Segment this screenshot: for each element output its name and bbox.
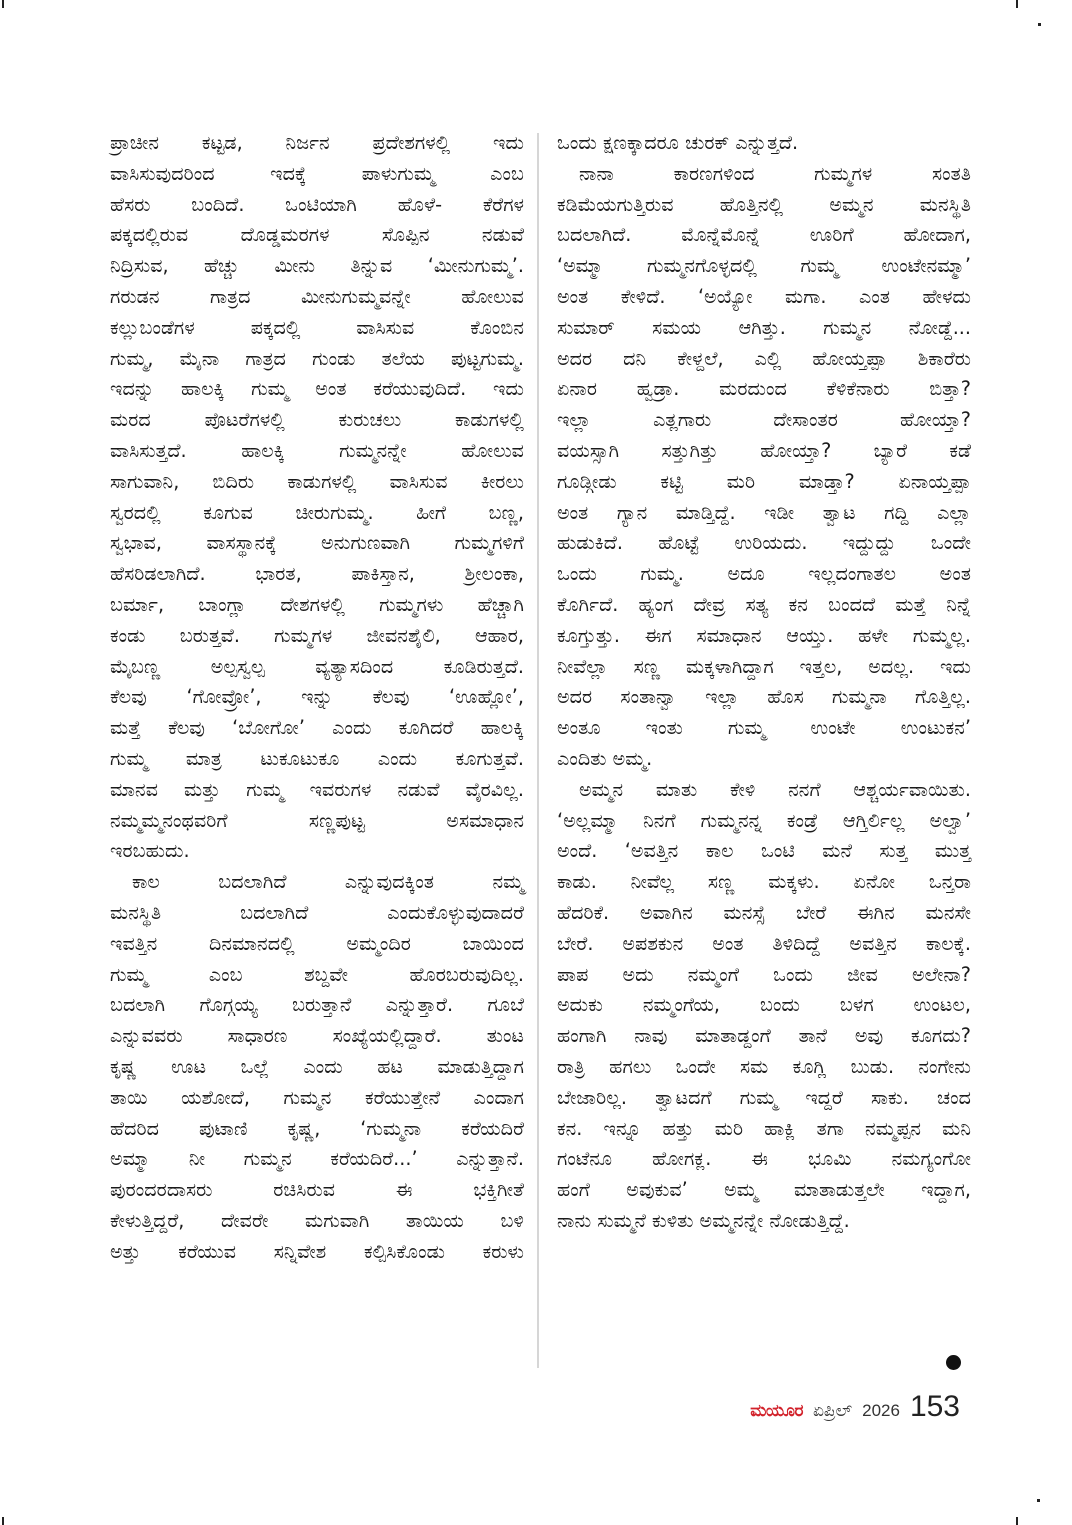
magazine-brand-logo: ಮಯೂರ — [750, 1401, 803, 1420]
text-line: ಕೃಷ್ಣ ಊಟ ಒಲ್ಲೆ ಎಂದು ಹಟ ಮಾಡುತ್ತಿದ್ದಾಗ — [110, 1054, 524, 1078]
text-line: ಅಮ್ಮಾ ನೀ ಗುಮ್ಮನ ಕರೆಯದಿರೆ...’ ಎನ್ನುತ್ತಾನೆ. — [110, 1147, 524, 1171]
text-line: ರಾತ್ರಿ ಹಗಲು ಒಂದೇ ಸಮ ಕೂಗ್ಲಿ ಬುಡು. ನಂಗೇನು — [557, 1054, 971, 1078]
text-line: ಪಕ್ಕದಲ್ಲಿರುವ ದೊಡ್ಡಮರಗಳ ಸೊಪ್ಪಿನ ನಡುವೆ — [110, 223, 524, 247]
text-line: ಹೆದರಿಕೆ. ಅವಾಗಿನ ಮನಸ್ಸೆ ಬೇರೆ ಈಗಿನ ಮನಸೇ — [557, 900, 971, 924]
page-number: 153 — [909, 1390, 960, 1423]
text-line: ನಾನು ಸುಮ್ಮನೆ ಕುಳಿತು ಅಮ್ಮನನ್ನೇ ನೋಡುತ್ತಿದ್ದೆ. — [557, 1208, 850, 1232]
crop-mark-top-right — [1016, 0, 1018, 8]
text-line: ಸ್ವರದಲ್ಲಿ ಕೂಗುವ ಚೀರುಗುಮ್ಮ. ಹೀಗೆ ಬಣ್ಣ, — [110, 500, 524, 524]
text-line: ಮರದ ಪೊಟರೆಗಳಲ್ಲಿ ಕುರುಚಲು ಕಾಡುಗಳಲ್ಲಿ — [110, 408, 524, 432]
text-line: ನಾನಾ ಕಾರಣಗಳಿಂದ ಗುಮ್ಮಗಳ ಸಂತತಿ — [579, 161, 971, 185]
text-line: ನಿದ್ರಿಸುವ, ಹೆಚ್ಚು ಮೀನು ತಿನ್ನುವ ‘ಮೀನುಗುಮ್ಮ’. — [110, 254, 524, 278]
text-line: ವಯಸ್ಸಾಗಿ ಸತ್ತುಗಿತ್ತು ಹೋಯ್ತಾ? ಬ್ಯಾರೆ ಕಡೆ — [557, 438, 971, 462]
text-line: ಗುಮ್ಮ ಮಾತ್ರ ಟುಕೂಟುಕೂ ಎಂದು ಕೂಗುತ್ತವೆ. — [110, 746, 524, 770]
text-line: ಇವತ್ತಿನ ದಿನಮಾನದಲ್ಲಿ ಅಮ್ಮಂದಿರ ಬಾಯಿಂದ — [110, 931, 524, 955]
left-text-column — [110, 128, 524, 1267]
text-line: ಕಂಡು ಬರುತ್ತವೆ. ಗುಮ್ಮಗಳ ಜೀವನಶೈಲಿ, ಆಹಾರ, — [110, 623, 524, 647]
text-line: ಒಂದು ಕ್ಷಣಕ್ಕಾದರೂ ಚುರಕ್ ಎನ್ನುತ್ತದೆ. — [557, 131, 799, 154]
text-line: ಕೊರ್ಗಿದೆ. ಹ್ಯಂಗ ದೇವ್ರ ಸತ್ಯ ಕನ ಬಂದದೆ ಮತ್ತೆ ನಿನ್ನೆ — [557, 592, 971, 616]
text-line: ಬೇರೆ. ಅಪಶಕುನ ಅಂತ ತಿಳಿದಿದ್ದೆ ಅವತ್ತಿನ ಕಾಲಕ್ಕೆ. — [557, 931, 971, 955]
issue-year: 2026 — [862, 1401, 900, 1420]
text-line: ಇಲ್ಲಾ ಎತ್ಲಗಾರು ದೇಸಾಂತರ ಹೋಯ್ತಾ? — [557, 408, 971, 432]
text-line: ‘ಅಮ್ಮಾ ಗುಮ್ಮನಗೊಳ್ಳದಲ್ಲಿ ಗುಮ್ಮ ಉಂಟೇನಮ್ಮಾ’ — [557, 254, 971, 278]
text-line: ಅದುಕು ನಮ್ಮಂಗೆಯ, ಬಂದು ಬಳಗ ಉಂಟಲ, — [557, 993, 971, 1017]
text-line: ಒಂದು ಗುಮ್ಮ. ಅದೂ ಇಲ್ಲದಂಗಾತಲ ಅಂತ — [557, 562, 971, 586]
text-line: ಇರಬಹುದು. — [110, 839, 190, 863]
text-line: ಸಾಗುವಾನಿ, ಬಿದಿರು ಕಾಡುಗಳಲ್ಲಿ ವಾಸಿಸುವ ಕೀರಲು — [110, 469, 524, 493]
text-line: ಕಾಲ ಬದಲಾಗಿದೆ ಎನ್ನುವುದಕ್ಕಿಂತ ನಮ್ಮ — [132, 870, 524, 894]
text-line: ಸುಮಾರ್ ಸಮಯ ಆಗಿತ್ತು. ಗುಮ್ಮನ ನೋಡ್ದೆ... — [557, 315, 971, 339]
text-line: ಗೂಡ್ಗೀಡು ಕಟ್ಟಿ ಮರಿ ಮಾಡ್ತಾ? ಏನಾಯ್ತಪ್ಪಾ — [557, 469, 971, 493]
text-line: ಬದಲಾಗಿ ಗೊಗ್ಗಯ್ಯ ಬರುತ್ತಾನೆ ಎನ್ನುತ್ತಾರೆ. ಗೂಬೆ — [110, 993, 524, 1017]
crop-mark-top-left — [2, 0, 4, 8]
text-line: ಅತ್ತು ಕರೆಯುವ ಸನ್ನಿವೇಶ ಕಲ್ಪಿಸಿಕೊಂಡು ಕರುಳು — [110, 1239, 524, 1263]
text-line: ಕೇಳುತ್ತಿದ್ದರೆ, ದೇವರೇ ಮಗುವಾಗಿ ತಾಯಿಯ ಬಳಿ — [110, 1208, 524, 1232]
text-line: ಗುಮ್ಮ, ಮೈನಾ ಗಾತ್ರದ ಗುಂಡು ತಲೆಯ ಪುಟ್ಟಗುಮ್ಮ. — [110, 346, 524, 370]
text-line: ಹಂಗೆ ಅವುಕುವ’ ಅಮ್ಮ ಮಾತಾಡುತ್ತಲೇ ಇದ್ದಾಗ, — [557, 1178, 971, 1202]
text-line: ವಾಸಿಸುತ್ತದೆ. ಹಾಲಕ್ಕಿ ಗುಮ್ಮನನ್ನೇ ಹೋಲುವ — [110, 438, 524, 462]
text-line: ಮತ್ತೆ ಕೆಲವು ‘ಬೋಗೋ’ ಎಂದು ಕೂಗಿದರೆ ಹಾಲಕ್ಕಿ — [110, 716, 524, 740]
text-line: ನೀವೆಲ್ಲಾ ಸಣ್ಣ ಮಕ್ಕಳಾಗಿದ್ದಾಗ ಇತ್ತಲ, ಅದಲ್ಲ. ಇದು — [557, 654, 971, 678]
text-line: ಅಂತೂ ಇಂತು ಗುಮ್ಮ ಉಂಟೇ ಉಂಟುಕನ’ — [557, 716, 971, 740]
text-line: ಬದಲಾಗಿದೆ. ಮೊನ್ನೆಮೊನ್ನೆ ಊರಿಗೆ ಹೋದಾಗ, — [557, 223, 971, 247]
text-line: ಮೈಬಣ್ಣ ಅಲ್ಪಸ್ವಲ್ಪ ವ್ಯತ್ಯಾಸದಿಂದ ಕೂಡಿರುತ್ತದೆ. — [110, 654, 524, 678]
text-line: ಗರುಡನ ಗಾತ್ರದ ಮೀನುಗುಮ್ಮವನ್ನೇ ಹೋಲುವ — [110, 284, 524, 308]
text-line: ಮಾನವ ಮತ್ತು ಗುಮ್ಮ ಇವರುಗಳ ನಡುವೆ ವೈರವಿಲ್ಲ. — [110, 777, 524, 801]
text-line: ಬೇಜಾರಿಲ್ಲ. ತ್ವಾಟದಗೆ ಗುಮ್ಮ ಇದ್ದರೆ ಸಾಕು. ಚಂದ — [557, 1085, 971, 1109]
text-line: ಮನಸ್ಥಿತಿ ಬದಲಾಗಿದೆ ಎಂದುಕೊಳ್ಳುವುದಾದರೆ — [110, 900, 524, 924]
text-line: ಕಡಿಮೆಯಗುತ್ತಿರುವ ಹೊತ್ತಿನಲ್ಲಿ ಅಮ್ಮನ ಮನಸ್ಥಿತಿ — [557, 192, 971, 216]
text-line: ಕೂಗ್ತುತ್ತು. ಈಗ ಸಮಾಧಾನ ಆಯ್ತು. ಹಳೇ ಗುಮ್ಮಲ್ಲ. — [557, 623, 971, 647]
text-line: ಪ್ರಾಚೀನ ಕಟ್ಟಡ, ನಿರ್ಜನ ಪ್ರದೇಶಗಳಲ್ಲಿ ಇದು — [110, 131, 524, 154]
crop-mark-bottom-right — [1016, 1517, 1018, 1525]
crop-mark-bottom-left — [2, 1517, 4, 1525]
text-line: ಹೆಸರು ಬಂದಿದೆ. ಒಂಟಿಯಾಗಿ ಹೊಳೆ- ಕೆರೆಗಳ — [110, 192, 524, 216]
text-line: ಅಮ್ಮನ ಮಾತು ಕೇಳಿ ನನಗೆ ಆಶ್ಚರ್ಯವಾಯಿತು. — [579, 777, 971, 801]
text-line: ಪಾಪ ಅದು ನಮ್ಮಂಗೆ ಒಂದು ಜೀವ ಅಲೇನಾ? — [557, 962, 971, 986]
text-line: ಅದರ ದನಿ ಕೇಳ್ದಲೆ, ಎಲ್ಲಿ ಹೋಯ್ತಪ್ಪಾ ಶಿಕಾರೆರು — [557, 346, 971, 370]
text-line: ನಮ್ಮಮ್ಮನಂಥವರಿಗೆ ಸಣ್ಣಪುಟ್ಟ ಅಸಮಾಧಾನ — [110, 808, 524, 832]
crop-mark-right-lower — [1037, 1499, 1040, 1502]
text-line: ಕನ. ಇನ್ನೂ ಹತ್ತು ಮರಿ ಹಾಕ್ಲಿ ತಗಾ ನಮ್ಮಪ್ಪನ ಮನಿ — [557, 1116, 971, 1140]
text-line: ಗುಮ್ಮ ಎಂಬ ಶಬ್ದವೇ ಹೊರಬರುವುದಿಲ್ಲ. — [110, 962, 524, 986]
text-line: ಅಂದೆ. ‘ಅವತ್ತಿನ ಕಾಲ ಒಂಟಿ ಮನೆ ಸುತ್ತ ಮುತ್ತ — [557, 839, 971, 863]
text-line: ಗಂಟೆನೂ ಹೋಗಕ್ಲ. ಈ ಭೂಮಿ ನಮಗ್ಯಂಗೋ — [557, 1147, 971, 1171]
end-of-article-icon — [946, 1355, 961, 1370]
text-line: ವಾಸಿಸುವುದರಿಂದ ಇದಕ್ಕೆ ಪಾಳುಗುಮ್ಮ ಎಂಬ — [110, 161, 524, 185]
text-line: ಪುರಂದರದಾಸರು ರಚಿಸಿರುವ ಈ ಭಕ್ತಿಗೀತೆ — [110, 1178, 524, 1202]
text-line: ಕಲ್ಲುಬಂಡೆಗಳ ಪಕ್ಕದಲ್ಲಿ ವಾಸಿಸುವ ಕೊಂಬಿನ — [110, 315, 524, 339]
text-line: ಸ್ವಭಾವ, ವಾಸಸ್ಥಾನಕ್ಕೆ ಅನುಗುಣವಾಗಿ ಗುಮ್ಮಗಳಿಗೆ — [110, 531, 524, 555]
right-text-column — [557, 128, 971, 1237]
text-line: ಬರ್ಮಾ, ಬಾಂಗ್ಲಾ ದೇಶಗಳಲ್ಲಿ ಗುಮ್ಮಗಳು ಹೆಚ್ಚಾಗಿ — [110, 592, 524, 616]
text-line: ಹುಡುಕಿದೆ. ಹೊಟ್ಟೆ ಉರಿಯದು. ಇದ್ದುದ್ದು ಒಂದೇ — [557, 531, 971, 555]
text-line: ಕೆಲವು ‘ಗೋವ್ರೋ’, ಇನ್ನು ಕೆಲವು ‘ಊಹ್ಲೋ’, — [110, 685, 524, 709]
text-line: ಹಂಗಾಗಿ ನಾವು ಮಾತಾಡ್ದಂಗೆ ತಾನೆ ಅವು ಕೂಗದು? — [557, 1024, 971, 1048]
text-line: ಹೆಸರಿಡಲಾಗಿದೆ. ಭಾರತ, ಪಾಕಿಸ್ತಾನ, ಶ್ರೀಲಂಕಾ, — [110, 562, 524, 586]
crop-mark-right-upper — [1038, 23, 1041, 26]
text-line: ಹೆದರಿದ ಪುಟಾಣಿ ಕೃಷ್ಣ, ‘ಗುಮ್ಮನಾ ಕರೆಯದಿರೆ — [110, 1116, 524, 1140]
issue-month: ಏಪ್ರಿಲ್ — [812, 1401, 853, 1420]
text-line: ಎನ್ನುವವರು ಸಾಧಾರಣ ಸಂಖ್ಯೆಯಲ್ಲಿದ್ದಾರೆ. ತುಂಟ — [110, 1024, 524, 1048]
text-line: ಅಂತ ಗ್ಯಾನ ಮಾಡ್ತಿದ್ದೆ. ಇಡೀ ತ್ವಾಟ ಗದ್ದಿ ಎಲ್ಲಾ — [557, 500, 971, 524]
text-line: ಇದನ್ನು ಹಾಲಕ್ಕಿ ಗುಮ್ಮ ಅಂತ ಕರೆಯುವುದಿದೆ. ಇದು — [110, 377, 524, 401]
text-line: ಎಂದಿತು ಅಮ್ಮ. — [557, 746, 653, 770]
text-line: ‘ಅಲ್ಲಮ್ಮಾ ನಿನಗೆ ಗುಮ್ಮನನ್ನ ಕಂಡ್ರೆ ಆಗ್ತಿರ್ಲಿಲ್ಲ ಅಲ್ವಾ’ — [557, 808, 971, 832]
column-divider — [537, 133, 539, 1368]
page-footer — [750, 1392, 960, 1422]
text-line: ಏನಾರ ಹ್ವಡ್ರಾ. ಮರದುಂದ ಕೆಳಿಕೆನಾರು ಬಿತ್ತಾ? — [557, 377, 971, 401]
text-line: ಕಾಡು. ನೀವೆಲ್ಲ ಸಣ್ಣ ಮಕ್ಕಳು. ಏನೋ ಒನ್ತರಾ — [557, 870, 971, 894]
text-line: ಅದರ ಸಂತಾನ್ವಾ ಇಲ್ಲಾ ಹೊಸ ಗುಮ್ಮನಾ ಗೊತ್ತಿಲ್ಲ. — [557, 685, 971, 709]
text-line: ಅಂತ ಕೇಳಿದೆ. ‘ಅಯ್ಯೋ ಮಗಾ. ಎಂತ ಹೇಳದು — [557, 284, 971, 308]
text-line: ತಾಯಿ ಯಶೋದೆ, ಗುಮ್ಮನ ಕರೆಯುತ್ತೇನೆ ಎಂದಾಗ — [110, 1085, 524, 1109]
